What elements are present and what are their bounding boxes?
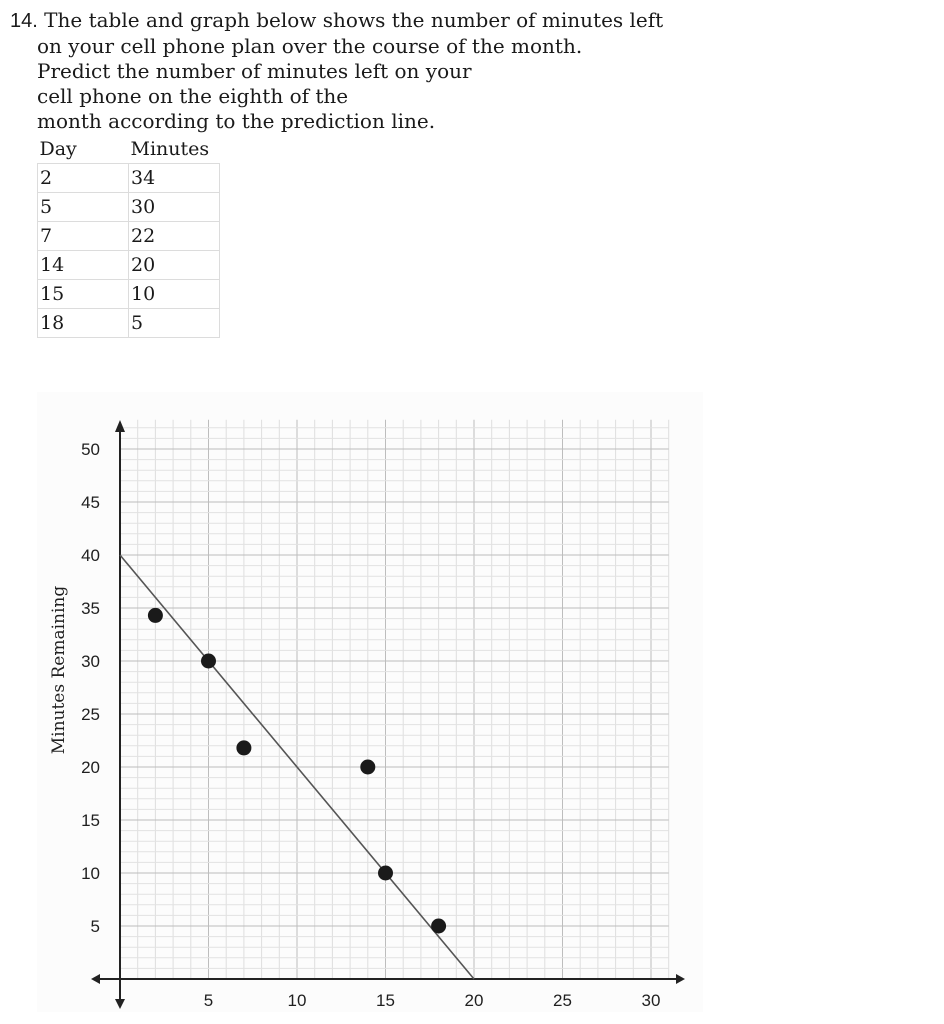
problem-line-5: month according to the prediction line.: [37, 109, 436, 133]
table-row: [38, 280, 220, 309]
data-point: [431, 919, 446, 934]
grid: [120, 420, 669, 979]
y-tick-label: 45: [81, 493, 100, 512]
y-axis-arrow-down: [115, 999, 125, 1009]
y-tick-label: 30: [81, 652, 100, 671]
y-tick-label: 35: [81, 599, 100, 618]
y-tick-label: 15: [81, 811, 100, 830]
y-tick-label: 10: [81, 864, 100, 883]
x-tick-label: 10: [287, 991, 307, 1010]
table-row: [38, 193, 220, 222]
x-tick-label: 15: [376, 991, 395, 1010]
y-tick-label: 25: [81, 705, 100, 724]
table-row: [38, 251, 220, 280]
data-point: [148, 608, 163, 623]
y-axis-label: Minutes Remaining: [49, 585, 69, 755]
data-point: [236, 740, 251, 755]
data-point: [360, 760, 375, 775]
table-row: [38, 164, 220, 193]
minutes-cell: 22: [129, 222, 220, 251]
x-axis-arrow-right: [676, 974, 685, 984]
day-cell: 14: [38, 251, 129, 280]
x-axis-arrow-left: [91, 974, 100, 984]
problem-line-3: Predict the number of minutes left on your: [37, 59, 472, 83]
y-axis-arrow-up: [115, 420, 125, 432]
y-tick-label: 5: [90, 917, 100, 936]
table-header-row: [38, 135, 220, 164]
x-tick-label: 20: [464, 991, 484, 1010]
problem-statement: [10, 8, 664, 134]
table-row: [38, 309, 220, 338]
table-row: [38, 222, 220, 251]
day-cell: 7: [38, 222, 129, 251]
data-point: [201, 654, 216, 669]
day-cell: 5: [38, 193, 129, 222]
x-tick-label: 30: [641, 991, 661, 1010]
header-minutes: Minutes: [129, 135, 220, 164]
problem-number: 14.: [10, 10, 38, 32]
y-tick-label: 50: [81, 440, 100, 459]
problem-line-2: on your cell phone plan over the course of the month.: [37, 34, 583, 58]
day-cell: 2: [38, 164, 129, 193]
header-day: Day: [38, 135, 129, 164]
y-tick-label: 20: [81, 758, 100, 777]
day-cell: 15: [38, 280, 129, 309]
day-cell: 18: [38, 309, 129, 338]
problem-line-1: 14. The table and graph below shows the number of minutes left: [10, 8, 664, 32]
data-table: [37, 135, 220, 338]
minutes-cell: 10: [129, 280, 220, 309]
minutes-cell: 20: [129, 251, 220, 280]
scatter-graph: [37, 392, 703, 1012]
data-point: [378, 866, 393, 881]
minutes-cell: 30: [129, 193, 220, 222]
x-tick-label: 25: [553, 991, 572, 1010]
minutes-cell: 34: [129, 164, 220, 193]
x-tick-label: 5: [203, 991, 214, 1010]
y-tick-label: 40: [81, 546, 100, 565]
minutes-cell: 5: [129, 309, 220, 338]
scatter-plot-svg: [37, 392, 703, 1012]
problem-line-4: cell phone on the eighth of the: [37, 84, 349, 108]
